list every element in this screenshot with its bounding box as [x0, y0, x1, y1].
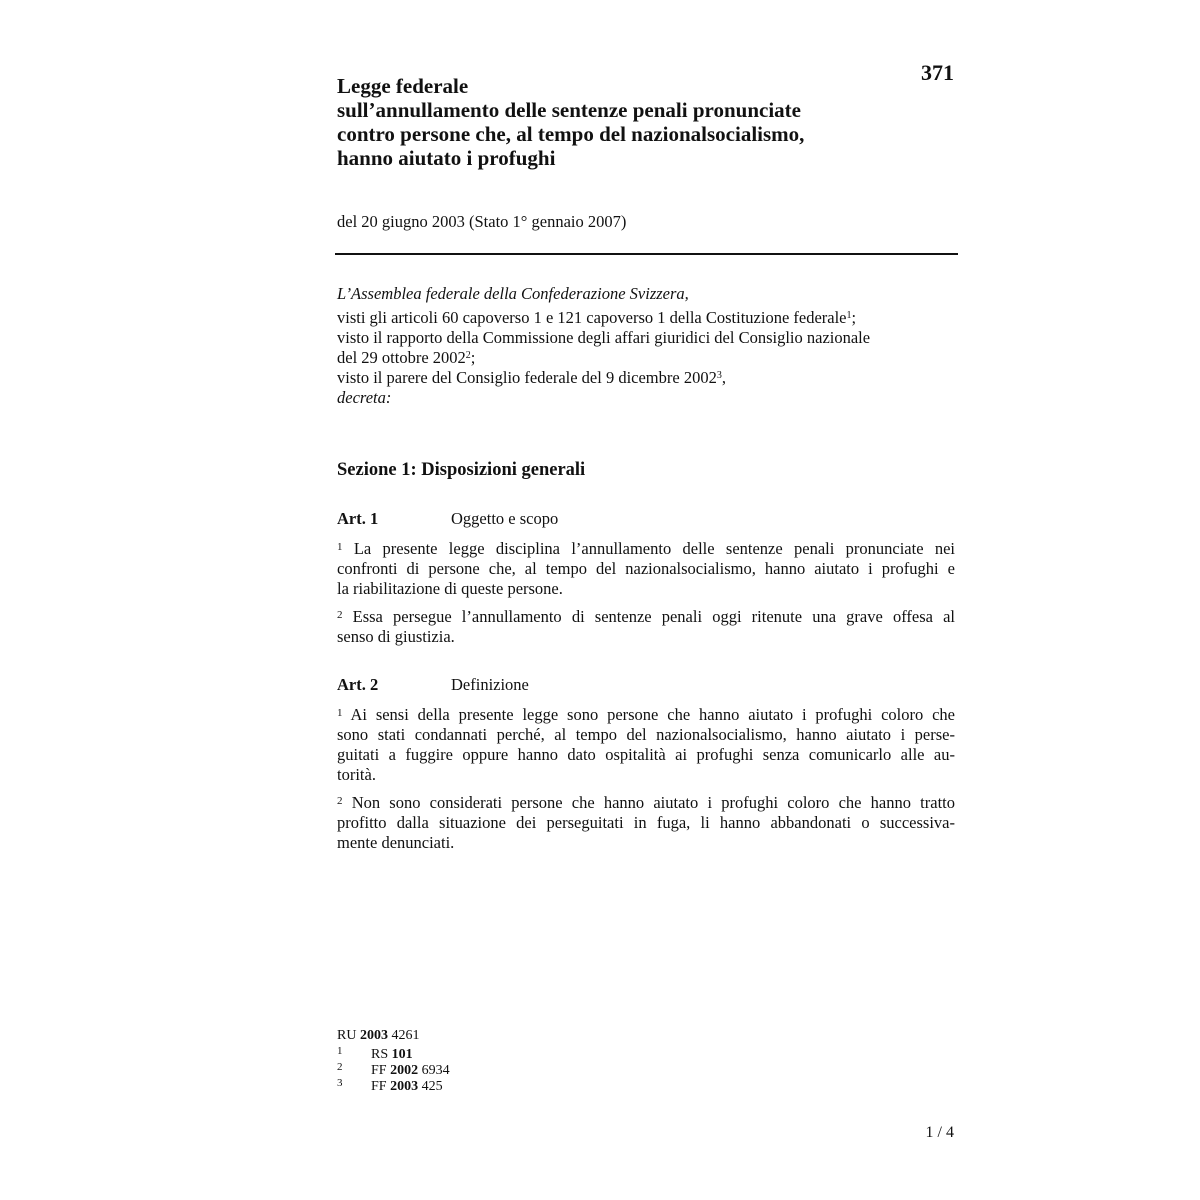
paragraph-number: 1 [337, 541, 343, 553]
title-line: contro persone che, al tempo del nazionalsocialismo, [337, 122, 805, 146]
footnote-rest: 425 [421, 1079, 443, 1094]
paragraph-text: Essa persegue l’annullamento di sentenze penali oggi ritenute una grave offesa al [352, 607, 955, 626]
header-divider [335, 253, 958, 255]
footnote-ref[interactable]: 1 [846, 310, 852, 321]
article-paragraph [337, 539, 955, 599]
footnote-number: 2 [337, 1061, 343, 1073]
ru-year: 2003 [359, 1028, 388, 1043]
paragraph-number: 2 [337, 795, 343, 807]
title-line: Legge federale [337, 74, 469, 98]
sr-number: 371 [921, 60, 954, 85]
footnote-bold: 2002 [390, 1063, 419, 1078]
article-1 [337, 509, 955, 655]
footnote-prefix: FF [371, 1063, 387, 1078]
paragraph-text: Non sono considerati persone che hanno aiutato i profughi coloro che hanno tratto [351, 793, 956, 812]
page-number: 1 / 4 [925, 1124, 954, 1141]
preamble-assembly: L’Assemblea federale della Confederazione Svizzera, [337, 284, 689, 303]
footnote-prefix: RS [371, 1047, 389, 1062]
footnote-item [337, 1046, 419, 1062]
footnote-ref[interactable]: 3 [716, 370, 722, 381]
paragraph-text: La presente legge disciplina l’annullamento delle sentenze penali pronunciate nei [353, 539, 955, 558]
title-line: hanno aiutato i profughi [337, 146, 556, 170]
ru-page: 4261 [391, 1028, 420, 1043]
preamble-text: del 29 ottobre 2002 [337, 348, 466, 367]
article-title: Oggetto e scopo [451, 509, 559, 528]
paragraph-line: guitati a fuggire oppure hanno dato ospitalità ai profughi senza comunicarlo alle au- [337, 745, 955, 764]
preamble-line [337, 308, 957, 328]
article-number: Art. 2 [337, 675, 379, 694]
preamble-punct: , [721, 368, 726, 387]
article-header [337, 675, 955, 697]
article-number: Art. 1 [337, 509, 379, 528]
law-title [337, 74, 917, 170]
paragraph-line [337, 539, 955, 559]
article-header [337, 509, 955, 531]
paragraph-text: Ai sensi della presente legge sono persone che hanno aiutato i profughi coloro che [350, 705, 955, 724]
preamble-line [337, 348, 957, 368]
article-paragraph [337, 793, 955, 853]
preamble [337, 284, 957, 408]
footnote-prefix: FF [371, 1079, 387, 1094]
preamble-punct: ; [470, 348, 476, 367]
footnote-text [371, 1046, 413, 1063]
paragraph-line [337, 607, 955, 627]
section-heading: Sezione 1: Disposizioni generali [337, 460, 586, 480]
footnotes [337, 1027, 450, 1094]
ru-prefix: RU [337, 1028, 357, 1043]
footnote-text [371, 1062, 450, 1079]
paragraph-number: 1 [337, 707, 343, 719]
footnote-bold: 101 [391, 1047, 413, 1062]
article-paragraph [337, 705, 955, 785]
date-line: del 20 giugno 2003 (Stato 1° gennaio 2007) [337, 212, 627, 231]
paragraph-line: senso di giustizia. [337, 627, 455, 646]
paragraph-line: la riabilitazione di queste persone. [337, 579, 563, 598]
paragraph-line [337, 705, 955, 725]
paragraph-line: profitto dalla situazione dei perseguitati in fuga, li hanno abbandonati o successiva- [337, 813, 955, 832]
title-line: sull’annullamento delle sentenze penali pronunciate [337, 98, 801, 122]
paragraph-line: sono stati condannati perché, al tempo del nazionalsocialismo, hanno aiutato i perse- [337, 725, 955, 744]
paragraph-line: mente denunciati. [337, 833, 455, 852]
preamble-text: visti gli articoli 60 capoverso 1 e 121 capoverso 1 della Costituzione federale [337, 308, 847, 327]
paragraph-line [337, 793, 955, 813]
article-paragraph [337, 607, 955, 647]
footnote-ref[interactable]: 2 [465, 350, 471, 361]
paragraph-line: confronti di persone che, al tempo del nazionalsocialismo, hanno aiutato i profughi e [337, 559, 955, 578]
footnote-rest: 6934 [421, 1063, 450, 1078]
preamble-decree: decreta: [337, 388, 392, 407]
paragraph-line: torità. [337, 765, 376, 784]
footnote-number: 3 [337, 1077, 343, 1089]
footnote-item [337, 1061, 450, 1078]
paragraph-number: 2 [337, 609, 343, 621]
footnote-bold: 2003 [390, 1079, 419, 1094]
preamble-text: visto il parere del Consiglio federale del 9 dicembre 2002 [337, 368, 717, 387]
footnote-text [371, 1078, 443, 1095]
article-2 [337, 675, 955, 861]
footnote-number: 1 [337, 1045, 343, 1057]
preamble-line: visto il rapporto della Commissione degli affari giuridici del Consiglio nazionale [337, 328, 871, 347]
preamble-punct: ; [851, 308, 857, 327]
footnote-ru [337, 1027, 419, 1044]
article-title: Definizione [451, 675, 529, 694]
preamble-line [337, 368, 957, 388]
footnote-item [337, 1077, 443, 1094]
